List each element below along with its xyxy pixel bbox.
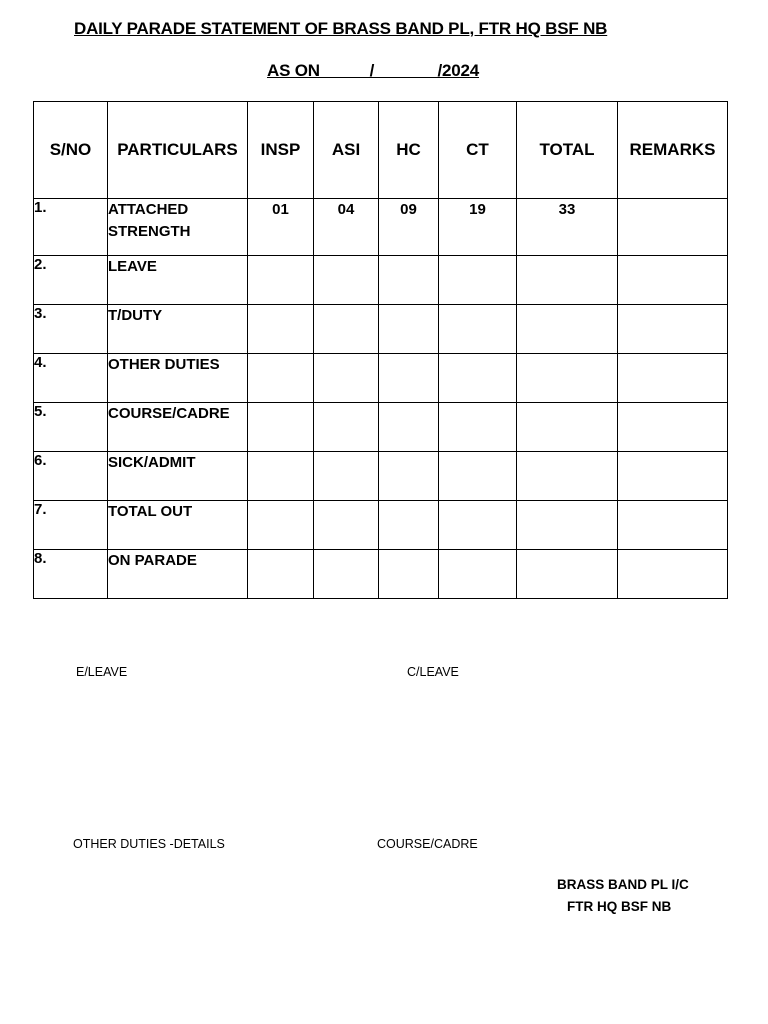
header-asi: ASI bbox=[314, 102, 379, 199]
row-total bbox=[517, 354, 618, 403]
row-insp bbox=[248, 256, 314, 305]
row-asi bbox=[314, 550, 379, 599]
table-row bbox=[34, 354, 728, 403]
table-row bbox=[34, 452, 728, 501]
row-insp bbox=[248, 550, 314, 599]
row-ct bbox=[439, 452, 517, 501]
table-row bbox=[34, 305, 728, 354]
header-total: TOTAL bbox=[517, 102, 618, 199]
row-ct bbox=[439, 550, 517, 599]
row-remarks bbox=[618, 305, 728, 354]
row-total: 33 bbox=[517, 199, 618, 256]
other-duties-details-label: OTHER DUTIES -DETAILS bbox=[73, 837, 225, 851]
row-ct bbox=[439, 501, 517, 550]
row-particulars: ATTACHED STRENGTH bbox=[108, 199, 248, 256]
row-total bbox=[517, 550, 618, 599]
row-particulars: LEAVE bbox=[108, 256, 248, 305]
c-leave-label: C/LEAVE bbox=[407, 665, 459, 679]
document-title: DAILY PARADE STATEMENT OF BRASS BAND PL, FTR HQ BSF NB bbox=[74, 19, 608, 38]
row-remarks bbox=[618, 550, 728, 599]
row-insp bbox=[248, 403, 314, 452]
row-ct bbox=[439, 403, 517, 452]
row-asi bbox=[314, 256, 379, 305]
row-remarks bbox=[618, 354, 728, 403]
row-total bbox=[517, 256, 618, 305]
row-particulars: T/DUTY bbox=[108, 305, 248, 354]
row-ct bbox=[439, 305, 517, 354]
row-hc bbox=[379, 550, 439, 599]
row-asi bbox=[314, 305, 379, 354]
header-remarks: REMARKS bbox=[618, 102, 728, 199]
row-ct bbox=[439, 256, 517, 305]
row-sno: 7. bbox=[34, 501, 108, 550]
course-cadre-label: COURSE/CADRE bbox=[377, 837, 478, 851]
row-asi bbox=[314, 354, 379, 403]
row-hc bbox=[379, 305, 439, 354]
table-row bbox=[34, 256, 728, 305]
row-particulars: COURSE/CADRE bbox=[108, 403, 248, 452]
row-remarks bbox=[618, 452, 728, 501]
row-asi: 04 bbox=[314, 199, 379, 256]
row-asi bbox=[314, 403, 379, 452]
table-row bbox=[34, 403, 728, 452]
row-sno: 1. bbox=[34, 199, 108, 256]
row-asi bbox=[314, 452, 379, 501]
row-ct bbox=[439, 354, 517, 403]
table-row bbox=[34, 501, 728, 550]
table-row bbox=[34, 199, 728, 256]
row-insp bbox=[248, 501, 314, 550]
table-header-row bbox=[34, 102, 728, 199]
row-remarks bbox=[618, 403, 728, 452]
row-hc bbox=[379, 256, 439, 305]
row-sno: 4. bbox=[34, 354, 108, 403]
row-remarks bbox=[618, 199, 728, 256]
row-total bbox=[517, 305, 618, 354]
header-ct: CT bbox=[439, 102, 517, 199]
row-asi bbox=[314, 501, 379, 550]
header-hc: HC bbox=[379, 102, 439, 199]
row-hc bbox=[379, 403, 439, 452]
row-hc bbox=[379, 501, 439, 550]
row-total bbox=[517, 452, 618, 501]
signature-line-1: BRASS BAND PL I/C bbox=[557, 877, 689, 892]
row-particulars: OTHER DUTIES bbox=[108, 354, 248, 403]
row-particulars: SICK/ADMIT bbox=[108, 452, 248, 501]
row-hc bbox=[379, 452, 439, 501]
parade-statement-table bbox=[33, 101, 728, 599]
row-total bbox=[517, 501, 618, 550]
row-particulars: TOTAL OUT bbox=[108, 501, 248, 550]
e-leave-label: E/LEAVE bbox=[76, 665, 128, 679]
signature-line-2: FTR HQ BSF NB bbox=[567, 899, 672, 914]
row-hc bbox=[379, 354, 439, 403]
header-insp: INSP bbox=[248, 102, 314, 199]
row-insp: 01 bbox=[248, 199, 314, 256]
row-hc: 09 bbox=[379, 199, 439, 256]
row-sno: 2. bbox=[34, 256, 108, 305]
row-insp bbox=[248, 452, 314, 501]
as-on-date-line: AS ON / /2024 bbox=[267, 61, 479, 80]
row-sno: 8. bbox=[34, 550, 108, 599]
row-particulars: ON PARADE bbox=[108, 550, 248, 599]
table-row bbox=[34, 550, 728, 599]
row-ct: 19 bbox=[439, 199, 517, 256]
row-remarks bbox=[618, 256, 728, 305]
row-sno: 3. bbox=[34, 305, 108, 354]
row-insp bbox=[248, 305, 314, 354]
header-sno: S/NO bbox=[34, 102, 108, 199]
row-insp bbox=[248, 354, 314, 403]
row-sno: 6. bbox=[34, 452, 108, 501]
row-total bbox=[517, 403, 618, 452]
row-remarks bbox=[618, 501, 728, 550]
row-sno: 5. bbox=[34, 403, 108, 452]
header-particulars: PARTICULARS bbox=[108, 102, 248, 199]
